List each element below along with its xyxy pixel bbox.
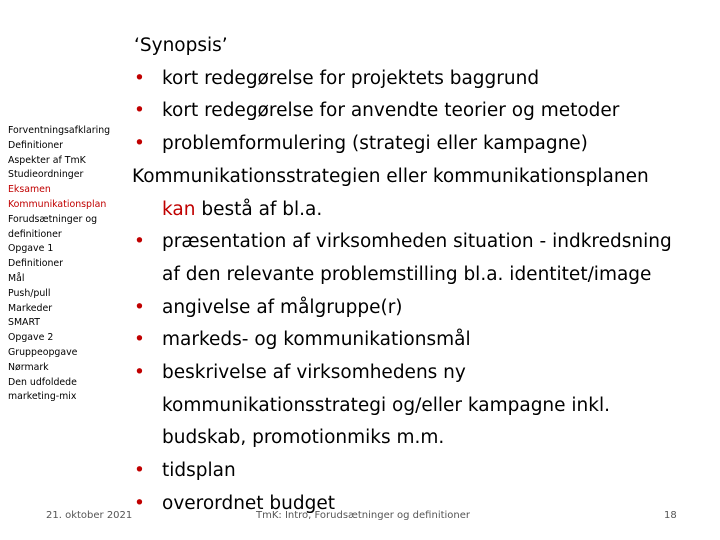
strategy-bullet-text: tidsplan <box>162 460 236 482</box>
highlighted-word: kan <box>162 198 196 220</box>
sidebar-nav <box>8 124 126 405</box>
synopsis-bullet-text: problemformulering (strategi eller kampagne) <box>162 133 588 155</box>
footer-title: TmK: Intro, Forudsætninger og definitioner <box>256 510 471 521</box>
synopsis-bullet <box>134 128 714 161</box>
strategy-bullet <box>134 455 714 488</box>
sidebar-item-opgave-2[interactable]: Opgave 2 <box>8 332 54 344</box>
sidebar-item-marketing-mix[interactable]: Den udfoldede marketing-mix <box>8 376 77 403</box>
sidebar-item-markeder[interactable]: Markeder <box>8 302 53 314</box>
strategy-bullet-text: præsentation af virksomheden situation - indkredsning <box>162 231 672 253</box>
sidebar-item-aspekter[interactable]: Aspekter af TmK <box>8 154 86 166</box>
strategy-heading-continued <box>134 194 714 227</box>
bullet-icon: • <box>134 362 145 384</box>
bullet-icon: • <box>134 460 145 482</box>
sidebar-item-opgave-1[interactable]: Opgave 1 <box>8 243 54 255</box>
sidebar-item-definitioner[interactable]: Definitioner <box>8 139 64 151</box>
sidebar-item-push-pull[interactable]: Push/pull <box>8 287 51 299</box>
sidebar-item-gruppeopgave[interactable]: Gruppeopgave <box>8 346 78 358</box>
sidebar-item-forudsaetninger[interactable]: Forudsætninger og definitioner <box>8 213 98 240</box>
bullet-icon: • <box>134 296 145 318</box>
synopsis-bullet <box>134 95 714 128</box>
sidebar-item-studieordninger[interactable]: Studieordninger <box>8 169 84 181</box>
bullet-icon: • <box>134 67 145 89</box>
strategy-bullet-continued: af den relevante problemstilling bl.a. identitet/image <box>162 263 652 285</box>
slide-content <box>134 30 714 521</box>
sidebar-item-normark[interactable]: Nørmark <box>8 361 49 373</box>
strategy-bullet-text: markeds- og kommunikationsmål <box>162 329 471 351</box>
strategy-bullet-text: beskrivelse af virksomhedens ny <box>162 362 466 384</box>
strategy-bullet <box>134 292 714 325</box>
strategy-bullet-text: overordnet budget <box>162 492 336 514</box>
synopsis-title: ‘Synopsis’ <box>134 35 228 56</box>
bullet-icon: • <box>134 100 145 122</box>
strategy-bullet <box>134 357 714 390</box>
bullet-icon: • <box>134 133 145 155</box>
synopsis-bullet-text: kort redegørelse for projektets baggrund <box>162 67 540 89</box>
strategy-bullet-continued: budskab, promotionmiks m.m. <box>162 427 445 449</box>
bullet-icon: • <box>134 492 145 514</box>
sidebar-item-forventningsafklaring[interactable]: Forventningsafklaring <box>8 125 111 136</box>
strategy-bullet <box>134 324 714 357</box>
slide-date: 21. oktober 2021 <box>46 510 133 521</box>
sidebar-item-maal[interactable]: Mål <box>8 272 25 284</box>
strategy-heading-tail: bestå af bl.a. <box>195 198 323 220</box>
page-number: 18 <box>664 510 677 521</box>
sidebar-item-definitioner-2[interactable]: Definitioner <box>8 258 64 270</box>
sidebar-item-eksamen[interactable]: Eksamen <box>8 184 51 196</box>
strategy-bullet-text: angivelse af målgruppe(r) <box>162 296 403 318</box>
strategy-bullet-continued: kommunikationsstrategi og/eller kampagne inkl. <box>162 394 611 416</box>
sidebar-item-smart[interactable]: SMART <box>8 317 41 329</box>
strategy-heading: Kommunikationsstrategien eller kommunikationsplanen <box>132 165 649 187</box>
synopsis-bullet-text: kort redegørelse for anvendte teorier og metoder <box>162 100 620 122</box>
strategy-bullet <box>134 226 714 259</box>
bullet-icon: • <box>134 329 145 351</box>
bullet-icon: • <box>134 231 145 253</box>
synopsis-bullet <box>134 63 714 96</box>
sidebar-item-kommunikationsplan[interactable]: Kommunikationsplan <box>8 198 107 210</box>
